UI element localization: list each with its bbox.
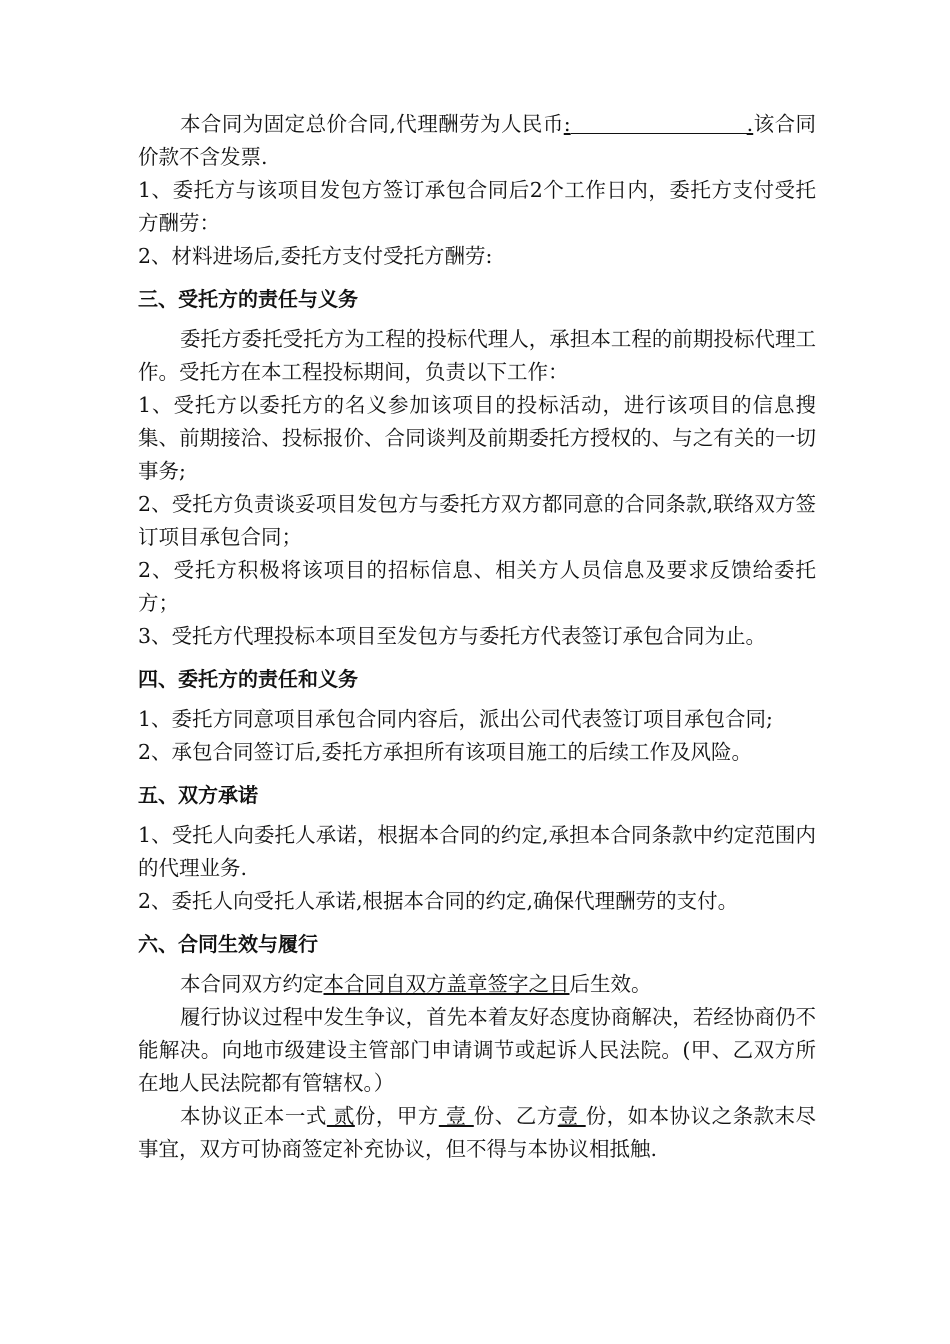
section-6-heading: 六、合同生效与履行 xyxy=(138,932,318,956)
section-4-heading: 四、委托方的责任和义务 xyxy=(138,667,358,691)
price-colon: : xyxy=(563,112,571,136)
section-6-para-1 xyxy=(138,968,816,1001)
copies-party-b: 壹 xyxy=(557,1104,586,1128)
section-5-heading: 五、双方承诺 xyxy=(138,783,258,807)
section-4-item-2: 2、承包合同签订后,委托方承担所有该项目施工的后续工作及风险。 xyxy=(138,740,753,764)
copies-text-4: 份，如本协议之条款末尽事宜，双方可协商签定补充协议，但不得与本协议相抵触. xyxy=(138,1104,817,1161)
section-5-item-1: 1、受托人向委托人承诺，根据本合同的约定,承担本合同条款中约定范围内的代理业务. xyxy=(138,823,816,880)
effect-text: 本合同双方约定 xyxy=(180,972,324,996)
section-3-item-1: 1、受托方以委托方的名义参加该项目的投标活动，进行该项目的信息搜集、前期接洽、投标报价、合同谈判及前期委托方授权的、与之有关的一切事务; xyxy=(138,393,816,483)
contract-page xyxy=(138,108,816,1166)
section-3-item-4: 3、受托方代理投标本项目至发包方与委托方代表签订承包合同为止。 xyxy=(138,624,767,648)
section-6-para-3 xyxy=(138,1100,816,1166)
section-3-item-2: 2、受托方负责谈妥项目发包方与委托方双方都同意的合同条款,联络双方签订项目承包合同； xyxy=(138,492,816,549)
effect-underlined: 本合同自双方盖章签字之日 xyxy=(323,972,570,996)
copies-party-a: 壹 xyxy=(438,1104,474,1128)
price-dot: . xyxy=(746,112,754,136)
copies-text-2: 份，甲方 xyxy=(354,1104,439,1128)
price-blank xyxy=(571,111,747,134)
copies-total: 贰 xyxy=(326,1104,355,1128)
section-4-item-1: 1、委托方同意项目承包合同内容后，派出公司代表签订项目承包合同; xyxy=(138,707,773,731)
price-text-2: 该合同价款不含发票. xyxy=(138,112,817,169)
section-3-heading: 三、受托方的责任与义务 xyxy=(138,287,358,311)
price-text: 本合同为固定总价合同,代理酬劳为人民币 xyxy=(180,112,564,136)
copies-text: 本协议正本一式 xyxy=(180,1104,327,1128)
section-5-item-2: 2、委托人向受托人承诺,根据本合同的约定,确保代理酬劳的支付。 xyxy=(138,889,739,913)
price-paragraph xyxy=(138,108,816,174)
copies-text-3: 份、乙方 xyxy=(473,1104,558,1128)
section-6-para-2: 履行协议过程中发生争议，首先本着友好态度协商解决，若经协商仍不能解决。向地市级建设主管部门申请调节或起诉人民法院。(甲、乙双方所在地人民法院都有管辖权。） xyxy=(138,1005,816,1095)
effect-text-2: 后生效。 xyxy=(569,972,652,996)
payment-item-2: 2、材料进场后,委托方支付受托方酬劳: xyxy=(138,244,493,268)
section-3-intro: 委托方委托受托方为工程的投标代理人，承担本工程的前期投标代理工作。受托方在本工程投标期间，负责以下工作： xyxy=(138,327,816,384)
section-3-item-3: 2、受托方积极将该项目的招标信息、相关方人员信息及要求反馈给委托方； xyxy=(138,558,816,615)
payment-item-1: 1、委托方与该项目发包方签订承包合同后2个工作日内，委托方支付受托方酬劳： xyxy=(138,178,816,235)
